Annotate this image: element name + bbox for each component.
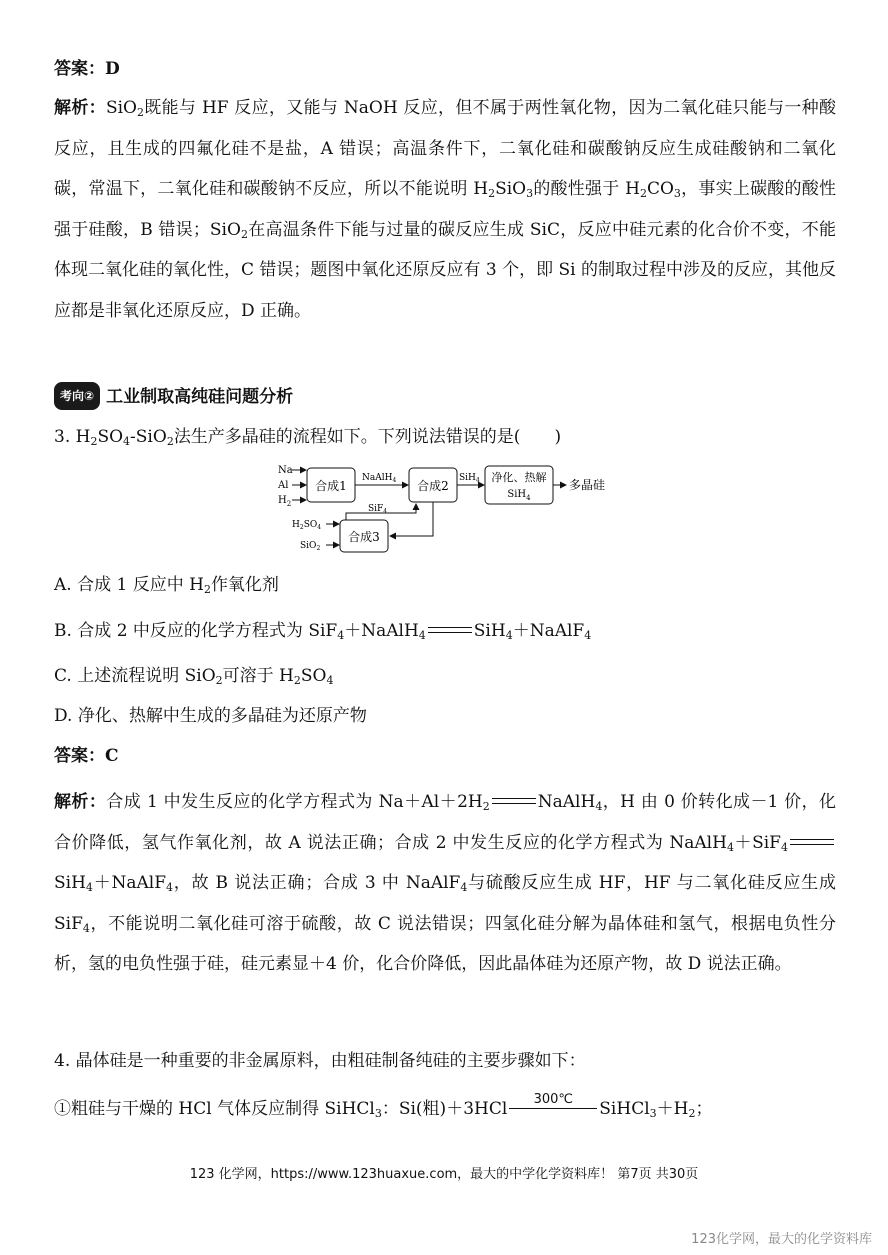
subscript: 4 — [85, 881, 93, 894]
box-3-label: 合成3 — [348, 530, 380, 544]
text: 的酸性强于 H — [533, 179, 640, 199]
arrow-box2-to-box3 — [390, 502, 433, 536]
input-h2so4: $H_2SO_4$ — [292, 520, 322, 531]
subscript: 3 — [374, 1107, 382, 1120]
text: A. 合成 1 反应中 H — [54, 575, 204, 595]
subscript: 2 — [488, 187, 496, 200]
label-sif4: SiF$_4$ — [368, 504, 388, 515]
subscript: 2 — [203, 583, 211, 596]
subscript: 4 — [595, 800, 603, 813]
subscript: 4 — [418, 629, 426, 642]
section-heading — [54, 382, 836, 410]
input-al: Al — [278, 480, 289, 491]
subscript: 4 — [82, 921, 90, 935]
answer-1 — [54, 56, 836, 82]
label-sih4: SiH$_4$ — [459, 473, 480, 484]
text: ①粗硅与干燥的 HCl 气体反应制得 SiHCl — [54, 1099, 375, 1119]
subscript: 2 — [639, 187, 647, 200]
subscript: 3 — [649, 1107, 657, 1120]
text: SO — [97, 427, 124, 447]
analysis-label: 解析： — [54, 792, 107, 812]
page-footer: 123 化学网，https://www.123huaxue.com，最大的中学化学资料库！ 第7页 共30页 — [189, 1167, 699, 1182]
text: B. 合成 2 中反应的化学方程式为 SiF — [54, 621, 338, 641]
subscript: 2 — [240, 227, 248, 241]
text: ＋H — [656, 1099, 689, 1119]
subscript: 2 — [293, 674, 301, 687]
answer-label: 答案： — [54, 746, 105, 766]
process-flow-diagram — [276, 460, 616, 558]
text: ，H 由 0 价转化成－1 价，化合价降低，氢气作氧化剂，故 A 说法正确；合成 2 中发生反应的化学方程式为 NaAlH — [54, 792, 836, 853]
text: ＋NaAlF — [92, 873, 167, 893]
text: CO — [646, 179, 674, 199]
subscript: 4 — [460, 881, 468, 894]
text: ； — [695, 1099, 713, 1119]
box-4-line-1: 净化、热解 — [491, 471, 547, 484]
text: 既能与 HF 反应，又能与 NaOH 反应，但不属于两性氧化物，因为二氧化硅只能与一种酸反应，且生成的四氟化硅不是盐，A 错误；高温条件下，二氧化硅和碳酸钠反应生成硅酸钠和二氧化碳，常温下，二氧化硅和碳酸钠不反应，所以不能说明 H — [54, 98, 836, 199]
reaction-condition: 300℃ — [533, 1092, 573, 1107]
subscript: 2 — [688, 1107, 696, 1120]
text: 在高温条件下能与过量的碳反应生成 SiC，反应中硅元素的化合价不变，不能体现二氧化硅的氧化性，C 错误；题图中氧化还原反应有 3 个，即 Si 的制取过程中涉及的反应，其他反应都是非氧化还原反应，D 正确。 — [54, 219, 836, 321]
text: 3. H — [54, 427, 91, 447]
text: ，不能说明二氧化硅可溶于硫酸，故 C 说法错误；四氢化硅分解为晶体硅和氢气，根据电负性分析，氢的电负性强于硅，硅元素显＋4 价，化合价降低，因此晶体硅为还原产物，故 D 说法正确。 — [54, 913, 836, 974]
subscript: 2 — [482, 800, 490, 813]
input-h2: $H_2$ — [278, 495, 292, 508]
label-naalh4: NaAlH$_4$ — [362, 473, 397, 484]
subscript: 4 — [505, 629, 513, 642]
text: 合成 1 中发生反应的化学方程式为 Na＋Al＋2H — [106, 792, 483, 812]
question-4 — [54, 1047, 836, 1075]
subscript: 4 — [326, 674, 334, 687]
step-1 — [54, 1092, 836, 1126]
subscript: 3 — [673, 187, 681, 200]
option-d — [54, 702, 836, 730]
option-a — [54, 571, 836, 599]
answer-value: D — [105, 59, 120, 79]
subscript: 4 — [123, 435, 131, 448]
question-3 — [54, 423, 836, 451]
subscript: 2 — [215, 674, 223, 687]
option-b — [54, 617, 836, 645]
reaction-condition-arrow — [509, 1092, 597, 1112]
subscript: 2 — [166, 435, 174, 448]
equals-sign — [492, 798, 536, 804]
reaction-line — [509, 1108, 597, 1109]
text: 作氧化剂 — [210, 575, 279, 595]
section-tag: 考向② — [54, 382, 100, 410]
text: SiHCl — [599, 1099, 650, 1119]
subscript: 4 — [337, 629, 345, 642]
text: 可溶于 H — [222, 666, 294, 686]
subscript: 4 — [780, 840, 788, 854]
text: 法生产多晶硅的流程如下。下列说法错误的是( ) — [173, 427, 562, 447]
box-1-label: 合成1 — [315, 479, 347, 493]
box-2-label: 合成2 — [417, 479, 449, 493]
analysis-label: 解析： — [54, 98, 106, 118]
subscript: 2 — [90, 435, 98, 448]
text: SO — [300, 666, 327, 686]
text: ，故 B 说法正确；合成 3 中 NaAlF — [173, 873, 461, 893]
text: C. 上述流程说明 SiO — [54, 666, 216, 686]
text: ＋SiF — [733, 832, 781, 853]
watermark: 123化学网，最大的化学资料库 — [691, 1232, 872, 1247]
text: D. 净化、热解中生成的多晶硅为还原产物 — [54, 706, 367, 726]
text: SiH — [473, 621, 506, 641]
analysis-2 — [54, 782, 836, 985]
text: SiH — [54, 873, 86, 893]
answer-2 — [54, 743, 836, 769]
answer-value: C — [105, 746, 119, 766]
text: ，事实上碳酸的酸性强于硅酸，B 错误；SiO — [54, 179, 837, 240]
box-4-line-2: SiH$_4$ — [507, 489, 531, 502]
equals-sign — [428, 627, 472, 633]
subscript: 2 — [136, 106, 144, 119]
equals-sign — [790, 839, 834, 845]
text: ：Si(粗)＋3HCl — [381, 1099, 508, 1119]
text: 4. 晶体硅是一种重要的非金属原料，由粗硅制备纯硅的主要步骤如下： — [54, 1051, 586, 1071]
text: -SiO — [130, 427, 167, 447]
section-title: 工业制取高纯硅问题分析 — [106, 387, 294, 407]
text: ＋NaAlH — [344, 621, 419, 641]
text: ＋NaAlF — [512, 621, 585, 641]
text: NaAlH — [537, 792, 596, 812]
text: SiO — [495, 179, 527, 199]
subscript: 3 — [526, 187, 534, 200]
answer-label: 答案： — [54, 59, 105, 79]
subscript: 4 — [584, 629, 592, 642]
option-c — [54, 662, 836, 690]
input-sio2: SiO$_2$ — [300, 541, 321, 552]
input-na: Na — [278, 465, 293, 476]
subscript: 4 — [166, 881, 174, 894]
text: 与硫酸反应生成 HF，HF 与二氧化硅反应生成 SiF — [54, 873, 836, 934]
analysis-1 — [54, 88, 836, 331]
subscript: 4 — [726, 840, 734, 854]
text: SiO — [105, 98, 137, 118]
output-polysilicon: 多晶硅 — [569, 478, 606, 492]
